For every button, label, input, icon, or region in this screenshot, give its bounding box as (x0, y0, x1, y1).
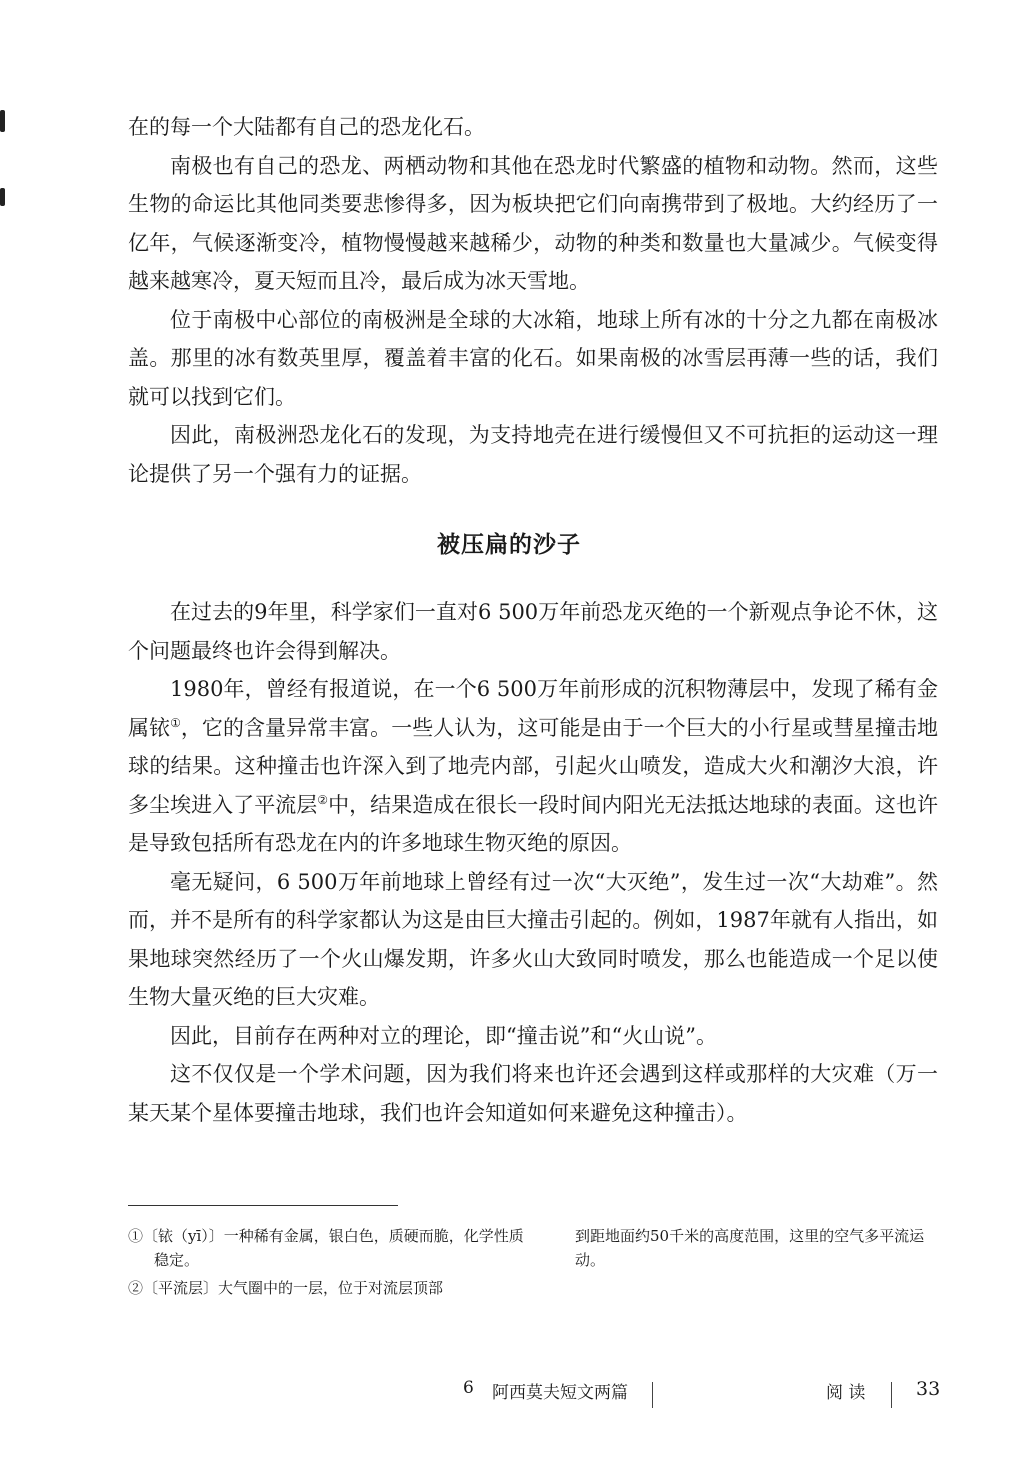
paragraph: 位于南极中心部位的南极洲是全球的大冰箱，地球上所有冰的十分之九都在南极冰盖。那里的冰有数英里厚，覆盖着丰富的化石。如果南极的冰雪层再薄一些的话，我们就可以找到它们。 (128, 307, 938, 409)
paragraph: 因此，南极洲恐龙化石的发现，为支持地壳在进行缓慢但又不可抗拒的运动这一理论提供了另一个强有力的证据。 (128, 423, 938, 486)
footnote-ref-1[interactable]: ① (170, 715, 181, 730)
footnote-1: ①〔铱（yī）〕一种稀有金属，银白色，质硬而脆，化学性质稳定。 (128, 1227, 524, 1269)
footnote-2: ②〔平流层〕大气圈中的一层，位于对流层顶部 (128, 1279, 444, 1297)
paragraph: 因此，目前存在两种对立的理论，即“撞击说”和“火山说”。 (170, 1023, 717, 1048)
paragraph-text: 中，结果造成在很长一段时间内阳光无法抵达地球的表面。这也许是导致包括所有恐龙在内的许多地球生物灭绝的原因。 (128, 792, 939, 855)
paragraph: 这不仅仅是一个学术问题，因为我们将来也许还会遇到这样或那样的大灾难（万一某天某个星体要撞击地球，我们也许会知道如何来避免这种撞击）。 (128, 1062, 938, 1125)
paragraph: 南极也有自己的恐龙、两栖动物和其他在恐龙时代繁盛的植物和动物。然而，这些生物的命运比其他同类要悲惨得多，因为板块把它们向南携带到了极地。大约经历了一亿年，气候逐渐变冷，植物慢慢越来越稀少，动物的种类和数量也大量减少。气候变得越来越寒冷，夏天短而且冷，最后成为冰天雪地。 (128, 153, 938, 293)
lesson-title: 阿西莫夫短文两篇 (492, 1383, 628, 1403)
footer-divider (652, 1382, 653, 1408)
scan-edge-mark (0, 110, 5, 132)
paragraph-text: 1980年，曾经有报道说，在一个6 500万年前形成的沉积物薄层中，发现了稀有金属铱 (128, 677, 938, 740)
paragraph (128, 670, 938, 863)
scan-edge-mark (0, 188, 5, 206)
footnote-2-continued: 到距地面约50千米的高度范围，这里的空气多平流运动。 (575, 1227, 925, 1269)
top-text-block (128, 108, 938, 493)
footnotes-right-column (575, 1224, 945, 1272)
footer-divider (891, 1382, 892, 1408)
footnote-divider (128, 1205, 398, 1206)
lesson-number: 6 (463, 1378, 474, 1398)
paragraph-text: ，它的含量异常丰富。一些人认为，这可能是由于一个巨大的小行星或彗星撞击地球的结果。这种撞击也许深入到了地壳内部，引起火山喷发，造成大火和潮汐大浪，许多尘埃进入了平流层 (128, 715, 939, 817)
paragraph: 在过去的9年里，科学家们一直对6 500万年前恐龙灭绝的一个新观点争论不休，这个问题最终也许会得到解决。 (128, 600, 938, 663)
section-title: 被压扁的沙子 (437, 531, 581, 558)
footnote-ref-2[interactable]: ② (317, 792, 329, 807)
footnotes-left-column (128, 1224, 528, 1304)
page-number: 33 (916, 1378, 941, 1400)
page-footer (0, 1378, 1018, 1408)
footer-section: 阅 读 (826, 1383, 866, 1403)
paragraph: 毫无疑问，6 500万年前地球上曾经有过一次“大灭绝”，发生过一次“大劫难”。然而，并不是所有的科学家都认为这是由巨大撞击引起的。例如，1987年就有人指出，如果地球突然经历了一个火山爆发期，许多火山大致同时喷发，那么也能造成一个足以使生物大量灭绝的巨大灾难。 (128, 869, 938, 1009)
section-text-block (128, 593, 938, 1132)
paragraph: 在的每一个大陆都有自己的恐龙化石。 (128, 115, 485, 139)
